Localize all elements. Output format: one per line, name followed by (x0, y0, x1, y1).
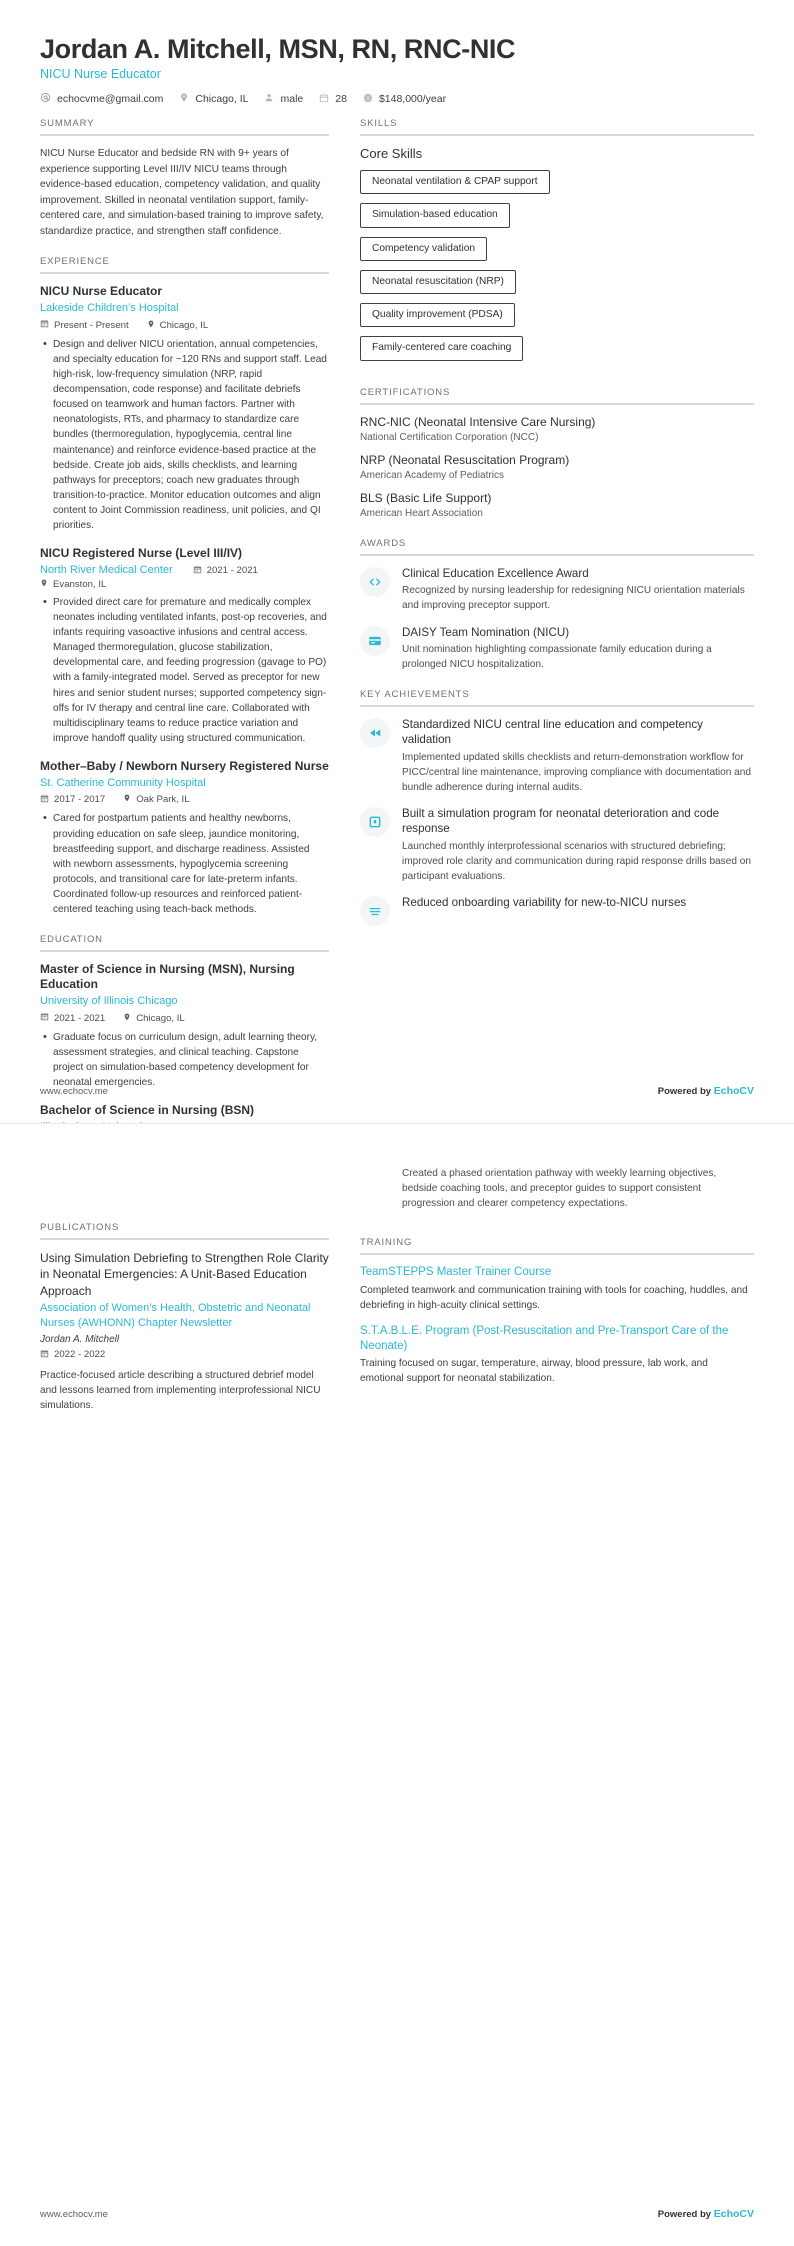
award-description: Unit nomination highlighting compassionate family education during a prolonged NICU hospitalization. (402, 643, 712, 670)
experience-meta (40, 793, 329, 806)
achievement-description: Launched monthly interprofessional scenarios with structured debriefing; improved role clarity and communication during rapid response drills based on participant evaluations. (402, 840, 751, 882)
achievement-item (360, 806, 754, 884)
experience-title: Mother–Baby / Newborn Nursery Registered Nurse (40, 759, 329, 774)
calendar-icon (40, 319, 54, 331)
experience-section (40, 256, 329, 917)
experience-dates: Present - Present (40, 319, 129, 331)
footer-site[interactable]: www.echocv.me (40, 2208, 108, 2220)
experience-bullets (40, 337, 329, 534)
certifications-section (360, 387, 754, 521)
experience-organization[interactable]: North River Medical Center (40, 564, 173, 577)
summary-text: NICU Nurse Educator and bedside RN with 9+ years of experience supporting Level III/IV NICU teams through evidence-based education, competency validation, and quality improvement. Skilled in neonatal ventilation support, family-centered care, and simulation-based training to improve safety, standardize practice, and strengthen staff confidence. (40, 148, 324, 237)
skill-chip[interactable]: Neonatal resuscitation (NRP) (360, 270, 516, 294)
experience-dates: 2021 - 2021 (193, 565, 258, 577)
calendar-icon (40, 794, 54, 806)
experience-meta (40, 563, 329, 590)
award-item (360, 625, 754, 673)
achievement-item-continued (360, 1166, 754, 1211)
page-footer (40, 2208, 754, 2220)
section-divider (360, 403, 754, 405)
publication-item (40, 1250, 329, 1413)
publication-meta (40, 1349, 329, 1361)
calendar-icon (319, 93, 335, 106)
experience-item (40, 546, 329, 746)
skill-chip[interactable]: Neonatal ventilation & CPAP support (360, 170, 550, 194)
award-item (360, 566, 754, 614)
education-bullets (40, 1030, 329, 1091)
experience-location: Oak Park, IL (123, 793, 189, 806)
award-description: Recognized by nursing leadership for redesigning NICU orientation materials and improving preceptor support. (402, 585, 745, 612)
publications-section (40, 1222, 329, 1413)
footer-brand: Powered by EchoCV (657, 1085, 754, 1097)
publications-section-title: PUBLICATIONS (40, 1222, 120, 1233)
certification-item (360, 453, 754, 483)
summary-section (40, 118, 329, 239)
calendar-icon (40, 1012, 54, 1024)
section-divider (40, 1238, 329, 1240)
education-location: Chicago, IL (123, 1012, 185, 1025)
certification-issuer: National Certification Corporation (NCC) (360, 432, 539, 444)
credit-card-icon (360, 626, 390, 656)
contact-age: 28 (319, 93, 347, 106)
skills-list (360, 170, 754, 369)
achievement-title: Built a simulation program for neonatal deterioration and code response (402, 807, 720, 836)
skill-chip[interactable]: Simulation-based education (360, 203, 510, 227)
publication-description: Practice-focused article describing a structured debrief model and lessons learned from implementing interprofessional NICU simulations. (40, 1369, 321, 1412)
education-meta (40, 1012, 329, 1025)
publication-dates: 2022 - 2022 (40, 1349, 105, 1361)
lines-icon (360, 896, 390, 926)
skill-chip[interactable]: Family-centered care coaching (360, 336, 523, 360)
certification-issuer: American Academy of Pediatrics (360, 470, 504, 482)
achievement-item (360, 895, 754, 926)
training-description: Training focused on sugar, temperature, airway, blood pressure, lab work, and emotional support for neonatal stabilization. (360, 1358, 708, 1385)
section-divider (360, 1253, 754, 1255)
award-title: Clinical Education Excellence Award (402, 566, 589, 580)
achievement-item (360, 717, 754, 795)
list-item: • Graduate focus on curriculum design, adult learning theory, assessment strategies, and clinical teaching. Capstone project on simulation-based competency development for neonatal emergencies. (53, 1030, 329, 1091)
location-pin-icon (123, 793, 136, 806)
achievement-title: Reduced onboarding variability for new-to-NICU nurses (402, 896, 687, 910)
training-item (360, 1265, 754, 1312)
experience-item (40, 284, 329, 533)
section-divider (40, 950, 329, 952)
achievement-title: Standardized NICU central line education and competency validation (402, 718, 703, 747)
key-achievements-section (360, 689, 754, 926)
contact-location: Chicago, IL (179, 92, 248, 106)
education-degree: Master of Science in Nursing (MSN), Nursing Education (40, 962, 295, 992)
page-footer (40, 1085, 754, 1097)
bookmark-square-icon (360, 807, 390, 837)
section-divider (360, 705, 754, 707)
list-item: • Provided direct care for premature and medically complex neonates including ventilated infants, post-op recoveries, and infants requiring vasoactive infusions and central access. Managed thermoregulation, glucose stabilization, developmental care, and feeding progression (gavage to PO) with a family-integrated model. Served as preceptor for new hires and senior student nurses; supported competency sign-offs for IV therapy and central line care. Collaborated with multidisciplinary teams to reduce practice variation and improve handoff quality using structured communication. (53, 595, 329, 746)
contact-salary: $148,000/year (363, 93, 446, 106)
skill-chip[interactable]: Quality improvement (PDSA) (360, 303, 515, 327)
section-divider (360, 134, 754, 136)
section-divider (360, 554, 754, 556)
calendar-icon (193, 565, 207, 577)
certifications-section-title: CERTIFICATIONS (360, 386, 451, 398)
rewind-icon (360, 718, 390, 748)
experience-bullets (40, 811, 329, 917)
contact-row (40, 92, 754, 106)
location-pin-icon (179, 92, 195, 106)
certification-item (360, 491, 754, 521)
location-pin-icon (40, 578, 53, 591)
experience-dates: 2017 - 2017 (40, 794, 105, 806)
header-role: NICU Nurse Educator (40, 67, 161, 82)
list-item: • Cared for postpartum patients and healthy newborns, providing education on safe sleep, jaundice monitoring, breastfeeding support, and discharge readiness. Assisted with newborn assessments, hypoglycemia screening protocols, and transitional care for late-preterm infants. Coordinated follow-up resources and reinforced patient-centered teaching using teach-back methods. (53, 811, 329, 917)
experience-meta (40, 319, 329, 332)
location-pin-icon (147, 319, 160, 332)
awards-section-title: AWARDS (360, 537, 407, 549)
education-school[interactable]: University of Illinois Chicago (40, 995, 178, 1008)
awards-section (360, 538, 754, 672)
code-tag-icon (360, 567, 390, 597)
experience-organization[interactable]: St. Catherine Community Hospital (40, 777, 206, 790)
certification-item (360, 415, 754, 445)
education-dates: 2021 - 2021 (40, 1012, 105, 1024)
training-item (360, 1324, 754, 1387)
footer-brand: Powered by EchoCV (657, 2208, 754, 2220)
certification-name: NRP (Neonatal Resuscitation Program) (360, 452, 570, 467)
achievement-description: Created a phased orientation pathway with weekly learning objectives, bedside coaching tools, and preceptor guides to support consistent progression and clearer competency expectations. (402, 1168, 717, 1210)
achievement-description: Implemented updated skills checklists and return-demonstration workflow for PICC/central line maintenance, improving compliance with documentation and bundle adherence during internal audits. (402, 751, 751, 793)
skills-group-title: Core Skills (360, 146, 423, 162)
skills-section (360, 118, 754, 369)
section-divider (40, 134, 329, 136)
publication-author: Jordan A. Mitchell (40, 1333, 120, 1345)
experience-organization[interactable]: Lakeside Children’s Hospital (40, 302, 179, 315)
certification-name: BLS (Basic Life Support) (360, 490, 492, 505)
skills-section-title: SKILLS (360, 118, 398, 130)
training-name[interactable]: S.T.A.B.L.E. Program (Post-Resuscitation and Pre-Transport Care of the Neonate) (360, 1324, 729, 1353)
summary-section-title: SUMMARY (40, 118, 95, 130)
footer-site[interactable]: www.echocv.me (40, 1085, 108, 1097)
info-icon (363, 93, 379, 106)
publication-source[interactable]: Association of Women’s Health, Obstetric and Neonatal Nurses (AWHONN) Chapter Newsletter (40, 1301, 311, 1329)
training-section-title: TRAINING (360, 1237, 413, 1249)
resume-page-2 (0, 1123, 794, 2246)
training-section (360, 1237, 754, 1386)
education-section-title: EDUCATION (40, 934, 103, 946)
education-item (40, 962, 329, 1090)
section-divider (40, 272, 329, 274)
page-title: Jordan A. Mitchell, MSN, RN, RNC-NIC (40, 34, 516, 64)
certification-issuer: American Heart Association (360, 508, 483, 520)
email-icon (40, 92, 57, 106)
calendar-icon (40, 1349, 54, 1361)
experience-item (40, 759, 329, 917)
certification-name: RNC-NIC (Neonatal Intensive Care Nursing) (360, 414, 596, 429)
training-name[interactable]: TeamSTEPPS Master Trainer Course (360, 1266, 552, 1279)
award-title: DAISY Team Nomination (NICU) (402, 625, 570, 639)
experience-title: NICU Registered Nurse (Level III/IV) (40, 546, 243, 561)
training-description: Completed teamwork and communication training with tools for coaching, huddles, and debriefing in high-acuity clinical settings. (360, 1284, 748, 1311)
experience-title: NICU Nurse Educator (40, 284, 163, 299)
contact-email: echocvme@gmail.com (40, 92, 163, 106)
experience-section-title: EXPERIENCE (40, 256, 110, 268)
list-item: • Design and deliver NICU orientation, annual competencies, and specialty education for ~120 RNs and support staff. Lead high-risk, low-frequency simulation (NRP, rapid decompensation, code response) and facilitate debriefs focused on teamwork and human factors. Partner with neonatologists, RTs, and pharmacy to standardize care bundles (thermoregulation, hypoglycemia, central line maintenance) and reinforce evidence-based practice at the bedside. Create job aids, skills checklists, and learning pathways for preceptors; coach new graduates through transition-to-practice. Monitor education outcomes and align content to Joint Commission readiness, unit policies, and QI priorities. (53, 337, 329, 534)
education-degree: Bachelor of Science in Nursing (BSN) (40, 1103, 255, 1118)
skill-chip[interactable]: Competency validation (360, 237, 487, 261)
experience-bullets (40, 595, 329, 746)
experience-location: Evanston, IL (40, 578, 106, 591)
publication-title: Using Simulation Debriefing to Strengthen Role Clarity in Neonatal Emergencies: A Unit-Based Education Approach (40, 1251, 329, 1298)
person-icon (264, 92, 280, 106)
experience-location: Chicago, IL (147, 319, 209, 332)
key-achievements-section-title: KEY ACHIEVEMENTS (360, 689, 470, 701)
location-pin-icon (123, 1012, 136, 1025)
contact-gender: male (264, 92, 303, 106)
